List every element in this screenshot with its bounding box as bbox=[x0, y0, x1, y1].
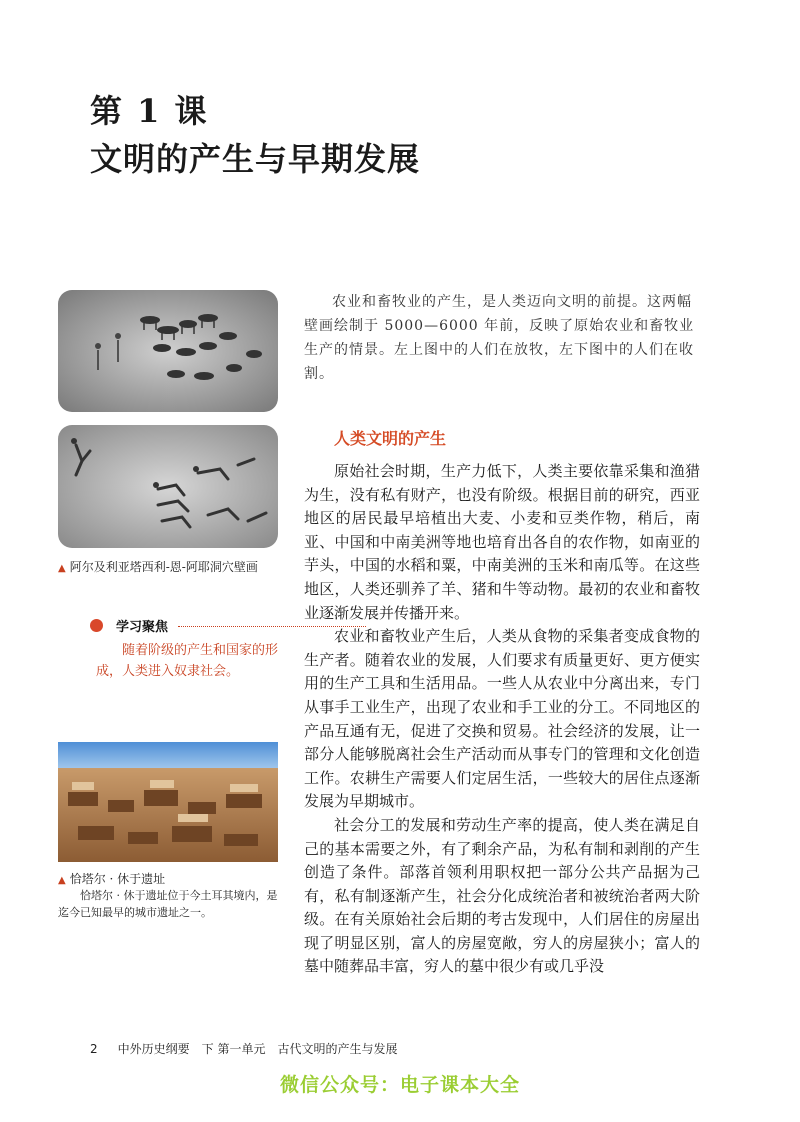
triangle-marker-icon: ▲ bbox=[58, 563, 66, 574]
focus-dot-icon bbox=[90, 619, 103, 632]
footer-text: 中外历史纲要 下 第一单元 古代文明的产生与发展 bbox=[117, 1042, 398, 1056]
section-title: 人类文明的产生 bbox=[334, 429, 447, 448]
site-caption: ▲ 恰塔尔 · 休于遗址 bbox=[58, 872, 166, 886]
body-paragraph: 原始社会时期，生产力低下，人类主要依靠采集和渔猎为生，没有私有财产，也没有阶级。根据目前的研究，西亚地区的居民最早培植出大麦、小麦和豆类作物，稍后，南亚、中国和中南美洲等地也培育出各自的农作物，如南亚的芋头，中国的水稻和粟，中南美洲的玉米和南瓜等。在这些地区，人类还驯养了羊、猪和牛等动物。最初的农业和畜牧业逐渐发展并传播开来。 bbox=[304, 462, 700, 622]
body-paragraph: 社会分工的发展和劳动生产率的提高，使人类在满足自己的基本需要之外，有了剩余产品，为私有制和剥削的产生创造了条件。部落首领利用职权把一部分公共产品据为己有，私有制逐渐产生，社会分化成统治者和被统治者两大阶级。在有关原始社会后期的考古发现中，人们居住的房屋出现了明显区别，富人的房屋宽敞，穷人的房屋狭小；富人的墓中随葬品丰富，穷人的墓中很少有或几乎没 bbox=[304, 815, 700, 976]
lesson-number: 第 1 课 bbox=[90, 92, 209, 130]
intro-paragraph: 农业和畜牧业的产生，是人类迈向文明的前提。这两幅壁画绘制于 5000—6000 年前，反映了原始农业和畜牧业生产的情景。左上图中的人们在放牧，左下图中的人们在收割。 bbox=[304, 294, 695, 382]
cave-painting-caption: ▲ 阿尔及利亚塔西利-恩-阿耶洞穴壁画 bbox=[58, 560, 258, 574]
focus-text: 随着阶级的产生和国家的形成，人类进入奴隶社会。 bbox=[96, 643, 279, 679]
triangle-marker-icon: ▲ bbox=[58, 875, 66, 886]
wechat-banner: 微信公众号：电子课本大全 bbox=[279, 1074, 520, 1096]
lesson-title: 文明的产生与早期发展 bbox=[90, 140, 421, 178]
body-paragraph: 农业和畜牧业产生后，人类从食物的采集者变成食物的生产者。随着农业的发展，人们要求有质量更好、更方便实用的生产工具和生活用品。一些人从农业中分离出来，专门从事手工业生产，出现了农业和手工业的分工。不同地区的产品互通有无，促进了交换和贸易。社会经济的发展，让一部分人能够脱离社会生产活动而从事专门的管理和文化创造工作。农耕生产需要人们定居生活，一些较大的居住点逐渐发展为早期城市。 bbox=[304, 627, 700, 811]
site-description: 恰塔尔 · 休于遗址位于今土耳其境内，是迄今已知最早的城市遗址之一。 bbox=[58, 889, 278, 919]
catalhoyuk-site-image bbox=[58, 742, 278, 862]
cave-painting-herding-image bbox=[58, 290, 278, 412]
page-footer bbox=[90, 1040, 397, 1057]
cave-painting-harvest-image bbox=[58, 425, 278, 548]
focus-label: 学习聚焦 bbox=[116, 620, 169, 635]
section-body bbox=[304, 460, 700, 979]
page-number: 2 bbox=[90, 1042, 98, 1056]
